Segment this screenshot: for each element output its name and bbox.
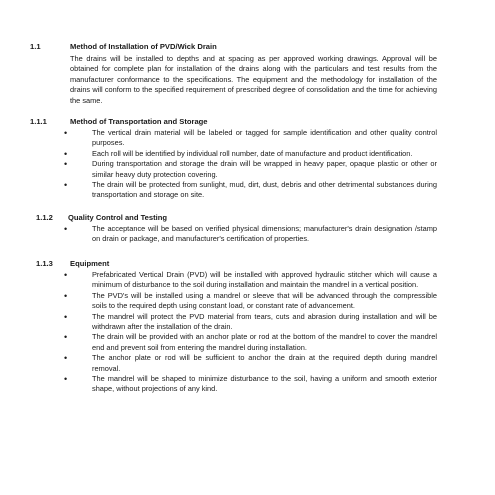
section-1-1	[0, 42, 495, 105]
section-1-1-3	[0, 259, 495, 394]
section-title: Quality Control and Testing	[68, 213, 168, 222]
section-heading	[0, 42, 495, 54]
bullet-icon: •	[64, 224, 68, 234]
section-1-1-1	[0, 117, 495, 200]
list-item: • The acceptance will be based on verified physical dimensions; manufacturer's drain designation /stamp on drain or package, and manufacturer's certification of properties.	[64, 224, 437, 244]
bullet-icon: •	[64, 270, 68, 280]
bullet-icon: •	[64, 180, 68, 191]
section-1-1-2	[0, 213, 495, 244]
bullet-icon: •	[64, 159, 68, 170]
bullet-icon: •	[64, 290, 68, 301]
bullet-list	[64, 270, 437, 395]
bullet-list	[64, 128, 437, 201]
section-title: Equipment	[70, 259, 110, 268]
section-paragraph: The drains will be installed to depths and at spacing as per approved working drawings. Approval will be obtained for complete plan for installation of the drains along with the particulars and test results from the manufacturer conformance to the specifications. The equipment and the methodology for installation of the drains will conform to the specified requirement of prescribed degree of consolidation and the time for achieving the same.	[70, 54, 437, 105]
list-item: • The drain will be provided with an anchor plate or rod at the bottom of the mandrel to cover the mandrel end and prevent soil from entering the mandrel during installation.	[64, 332, 437, 352]
bullet-icon: •	[64, 311, 68, 322]
bullet-icon: •	[64, 374, 68, 385]
section-title: Method of Transportation and Storage	[70, 117, 208, 126]
section-number: 1.1.2	[36, 213, 53, 222]
list-item: • Each roll will be identified by individual roll number, date of manufacture and product identification.	[64, 148, 413, 159]
list-item: • Prefabricated Vertical Drain (PVD) will be installed with approved hydraulic stitcher which will cause a minimum of disturbance to the soil during installation and maintain the mandrel in a vertical position.	[64, 270, 437, 290]
section-title: Method of Installation of PVD/Wick Drain	[70, 42, 217, 51]
bullet-icon: •	[64, 148, 68, 159]
bullet-icon: •	[64, 353, 68, 364]
list-item: • During transportation and storage the drain will be wrapped in heavy paper, opaque plastic or other or similar heavy duty protection covering.	[64, 159, 437, 179]
bullet-icon: •	[64, 332, 68, 343]
list-item: • The anchor plate or rod will be sufficient to anchor the drain at the required depth during mandrel removal.	[64, 353, 437, 373]
list-item: • The PVD's will be installed using a mandrel or sleeve that will be advanced through the compressible soils to the required depth using constant load, or constant rate of advancement.	[64, 290, 437, 311]
bullet-icon: •	[64, 128, 68, 138]
section-number: 1.1.1	[30, 117, 47, 126]
section-number: 1.1.3	[36, 259, 53, 268]
list-item: • The mandrel will be shaped to minimize disturbance to the soil, having a uniform and smooth exterior shape, without projections of any kind.	[64, 374, 437, 394]
list-item: • The vertical drain material will be labeled or tagged for sample identification and other quality control purposes.	[64, 128, 437, 148]
section-number: 1.1	[30, 42, 41, 51]
list-item: • The drain will be protected from sunlight, mud, dirt, dust, debris and other detrimental substances during transportation and storage on site.	[64, 180, 437, 200]
bullet-list	[64, 224, 437, 245]
list-item: • The mandrel will protect the PVD material from tears, cuts and abrasion during installation and will be withdrawn after the installation of the drain.	[64, 311, 437, 332]
